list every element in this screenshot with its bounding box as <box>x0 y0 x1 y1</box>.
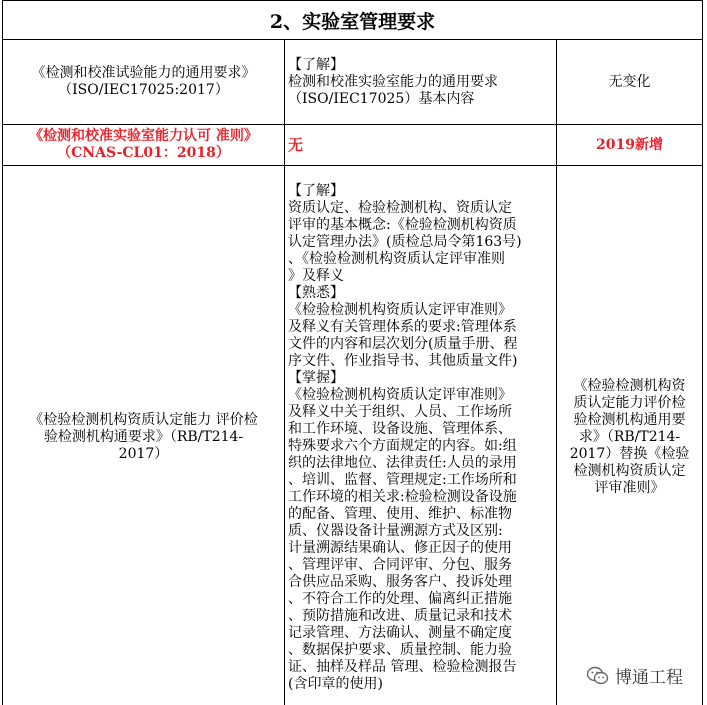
requirement-line: 《检验检测机构资质认定评审准则》 <box>288 387 512 403</box>
requirement-line: 序文件、作业指导书、其他质量文件) <box>288 353 518 369</box>
requirement-line: 【了解】 <box>288 56 344 73</box>
requirements-table <box>2 0 703 705</box>
section-title-row <box>3 1 703 40</box>
requirement-line: 的配备、管理、使用、维护、标准物 <box>288 506 512 522</box>
wechat-icon <box>587 666 609 686</box>
requirement-line: 记录管理、方法确认、测量不确定度 <box>288 625 512 641</box>
standard-cell <box>3 125 285 166</box>
requirement-line: 工作环境的相关求:检验检测设备设施 <box>288 489 517 505</box>
standard-line: （ISO/IEC17025:2017） <box>58 82 229 98</box>
change-line: 《检验检测机构资 <box>573 377 686 394</box>
requirement-line: （ISO/IEC17025）基本内容 <box>288 90 475 107</box>
requirement-line: 无 <box>288 135 304 154</box>
requirement-line: (含印章的使用) <box>288 676 383 692</box>
standard-line: 《检测和校准实验室能力认可 准则》 <box>29 128 258 144</box>
change-cell <box>557 166 703 705</box>
standard-line: 《检测和校准试验能力的通用要求》 <box>31 65 256 81</box>
change-line: 2017）替换《检验 <box>569 445 690 462</box>
change-cell: 2019新增 <box>557 125 703 166</box>
watermark-text: 博通工程 <box>615 668 683 687</box>
change-line: 求》（RB/T214- <box>578 428 681 445</box>
section-title: 2、实验室管理要求 <box>3 1 703 40</box>
requirement-line: 、管理评审、合同评审、分包、服务 <box>288 557 512 573</box>
requirement-line: 、预防措施和改进、质量记录和技术 <box>288 608 512 624</box>
requirement-line: 织的法律地位、法律责任:人员的录用 <box>288 455 517 471</box>
requirement-line: 合供应品采购、服务客户、投诉处理 <box>288 574 512 590</box>
requirement-line: 证、抽样及样品 管理、检验检测报告 <box>288 659 517 675</box>
requirement-line: 资质认定、检验检测机构、资质认定 <box>288 200 512 216</box>
requirement-line: 【掌握】 <box>288 370 344 386</box>
table-row <box>3 166 703 705</box>
requirement-line: 和工作环境、设备设施、管理体系、 <box>288 421 512 437</box>
standard-line: （CNAS-CL01：2018） <box>57 145 230 161</box>
requirement-line: 、数据保护要求、质量控制、能力验 <box>288 642 512 658</box>
change-line: 检测机构资质认定 <box>573 462 686 479</box>
requirement-line: 及释义有关管理体系的要求:管理体系 <box>288 319 517 335</box>
change-line: 评审准则》 <box>594 479 665 496</box>
requirement-line: 【熟悉】 <box>288 285 344 301</box>
change-line: 质认定能力评价检 <box>573 394 686 411</box>
requirement-line: 特殊要求六个方面规定的内容。如:组 <box>288 438 517 454</box>
requirement-cell <box>285 125 557 166</box>
change-line: 验检测机构通用要 <box>573 411 686 428</box>
requirement-line: 【了解】 <box>288 183 344 199</box>
requirement-line: 认定管理办法》(质检总局令第163号) <box>288 234 522 250</box>
requirement-line: 、不符合工作的处理、偏离纠正措施 <box>288 591 512 607</box>
standard-line: 《检验检测机构资质认定能力 评价检 <box>29 411 258 428</box>
watermark <box>583 661 687 690</box>
requirement-line: 、《检验检测机构资质认定评审准则 <box>288 251 505 267</box>
requirement-line: 《检验检测机构资质认定评审准则》 <box>288 302 512 318</box>
requirement-line: 及释义中关于组织、人员、工作场所 <box>288 404 512 420</box>
table-row <box>3 125 703 166</box>
requirement-line: 检测和校准实验室能力的通用要求 <box>288 73 498 90</box>
standard-cell <box>3 166 285 705</box>
standard-cell <box>3 40 285 125</box>
requirement-line: 质、仪器设备计量溯源方式及区别: <box>288 523 503 539</box>
requirement-line: 、培训、监督、管理规定:工作场所和 <box>288 472 517 488</box>
requirement-line: 评审的基本概念:《检验检测机构资质 <box>288 217 517 233</box>
table-row <box>3 40 703 125</box>
requirement-line: 文件的内容和层次划分(质量手册、程 <box>288 336 518 352</box>
requirement-line: 》及释义 <box>288 268 344 284</box>
requirement-cell <box>285 166 557 705</box>
standard-line: 验检测机构通要求》（RB/T214- <box>43 428 244 445</box>
requirement-cell <box>285 40 557 125</box>
standard-line: 2017） <box>118 445 169 462</box>
requirement-line: 计量溯源结果确认、修正因子的使用 <box>288 540 512 556</box>
change-cell: 无变化 <box>557 40 703 125</box>
